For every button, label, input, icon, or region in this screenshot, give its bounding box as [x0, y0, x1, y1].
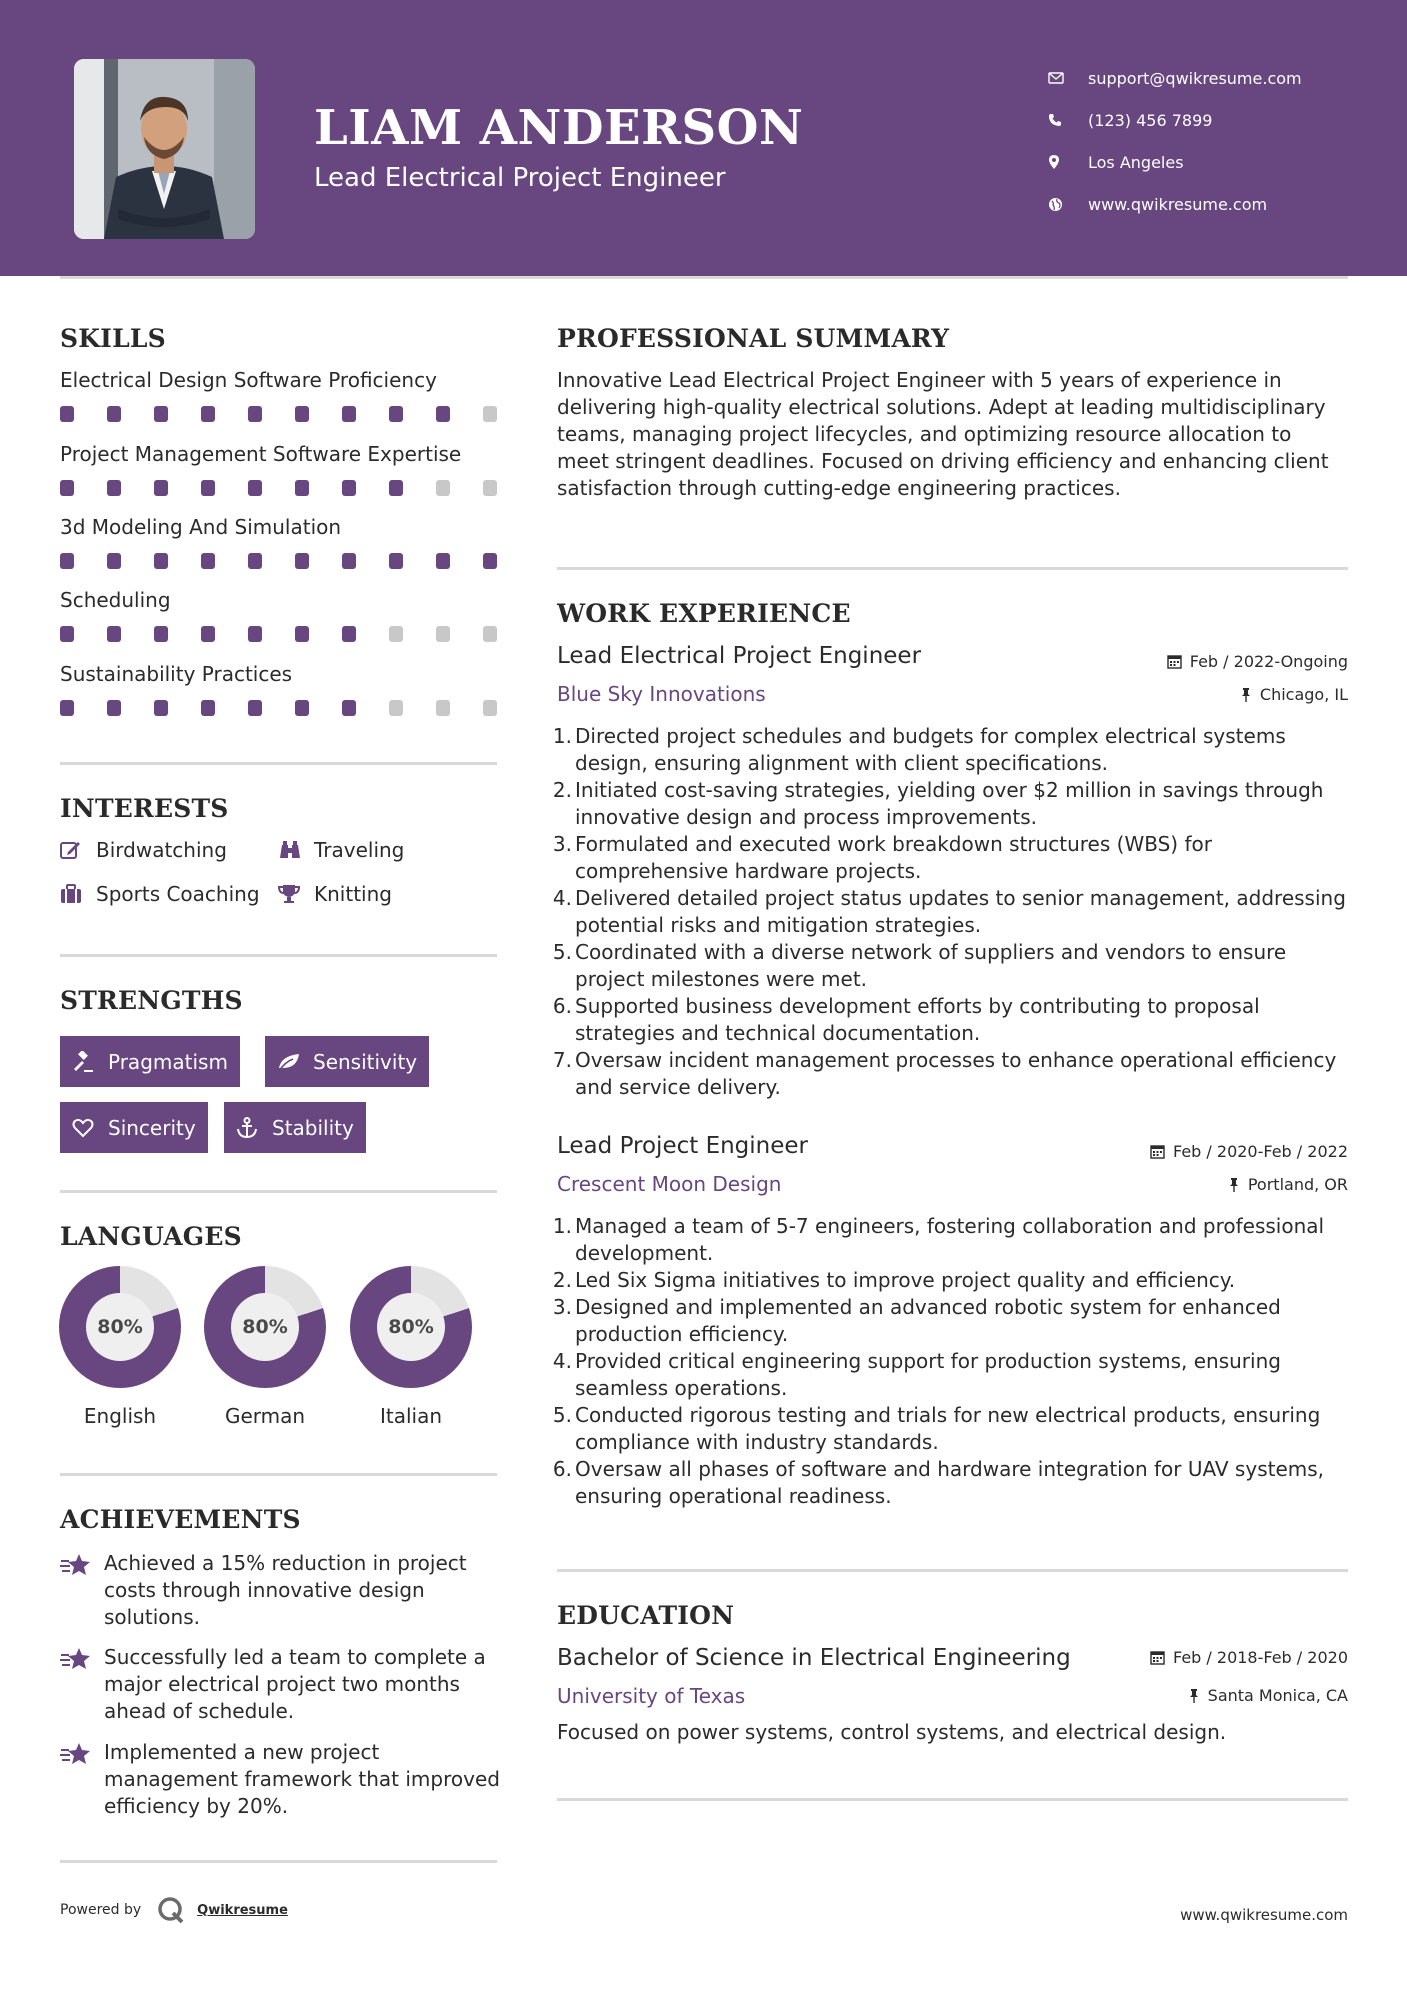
bullet-text: Directed project schedules and budgets for complex electrical systems design, ensuring alignment with client specifications.	[575, 724, 1286, 775]
skill-dot-filled	[201, 480, 215, 496]
skill-dot-filled	[60, 700, 74, 716]
header-divider	[60, 276, 1348, 279]
language-name: English	[83, 1404, 157, 1428]
shooting-star-icon	[60, 1739, 104, 1820]
job-bullet	[552, 1402, 1352, 1456]
job-bullet	[552, 777, 1352, 831]
bullet-text: Oversaw all phases of software and hardware integration for UAV systems, ensuring operational readiness.	[575, 1457, 1325, 1508]
bullet-text: Coordinated with a diverse network of suppliers and vendors to ensure project milestones were met.	[575, 940, 1287, 991]
section-divider	[60, 762, 497, 765]
job-bullet	[552, 993, 1352, 1047]
job-bullet	[552, 1213, 1352, 1267]
strength-label: Sensitivity	[313, 1049, 418, 1074]
bullet-text: Formulated and executed work breakdown structures (WBS) for comprehensive hardware projects.	[575, 832, 1212, 883]
skill-dot-filled	[295, 480, 309, 496]
strength-label: Stability	[272, 1115, 354, 1140]
job-dates	[1150, 1142, 1348, 1161]
skill-label: Sustainability Practices	[60, 662, 293, 686]
section-divider	[557, 1569, 1348, 1572]
skill-dot-filled	[295, 700, 309, 716]
bullet-text: Oversaw incident management processes to enhance operational efficiency and service delivery.	[575, 1048, 1337, 1099]
skill-label: 3d Modeling And Simulation	[60, 515, 342, 539]
skill-dot-filled	[60, 626, 74, 642]
section-divider	[60, 1190, 497, 1193]
job-dates-text: Feb / 2022-Ongoing	[1189, 652, 1348, 671]
job-title: Lead Electrical Project Engineer	[557, 643, 922, 669]
interest-label: Birdwatching	[96, 838, 227, 862]
achievements-heading: ACHIEVEMENTS	[60, 1505, 301, 1534]
contact-website[interactable]	[1048, 183, 1302, 225]
language-percent: 80%	[377, 1293, 445, 1361]
experience-heading: WORK EXPERIENCE	[557, 599, 851, 628]
interest-item	[60, 882, 260, 906]
language-name: German	[224, 1404, 306, 1428]
skill-rating	[60, 406, 497, 422]
shooting-star-icon	[60, 1550, 104, 1631]
candidate-title: Lead Electrical Project Engineer	[314, 163, 726, 193]
degree-title: Bachelor of Science in Electrical Engineering	[557, 1645, 1071, 1671]
interest-item	[278, 882, 392, 906]
qwikresume-logo-icon	[157, 1896, 185, 1924]
bullet-number: 6.	[552, 1457, 572, 1481]
pencil-square-icon	[60, 840, 96, 860]
skill-dot-filled	[342, 700, 356, 716]
skill-dot-filled	[201, 406, 215, 422]
candidate-name: LIAM ANDERSON	[314, 100, 804, 156]
bullet-text: Supported business development efforts by contributing to proposal strategies and technical documentation.	[575, 994, 1260, 1045]
skill-dot-filled	[342, 480, 356, 496]
company-name: Crescent Moon Design	[557, 1172, 782, 1196]
languages-heading: LANGUAGES	[60, 1222, 242, 1251]
language-ring	[59, 1266, 181, 1388]
language-percent: 80%	[231, 1293, 299, 1361]
skill-dot-filled	[201, 553, 215, 569]
skills-heading: SKILLS	[60, 324, 166, 353]
skill-dot-filled	[107, 700, 121, 716]
job-bullets	[552, 1213, 1352, 1510]
job-bullet	[552, 1456, 1352, 1510]
skill-dot-empty	[436, 626, 450, 642]
job-bullet	[552, 939, 1352, 993]
interest-item	[278, 838, 404, 862]
skill-dot-filled	[248, 700, 262, 716]
profile-photo	[74, 59, 255, 239]
job-bullet	[552, 885, 1352, 939]
strength-label: Pragmatism	[108, 1049, 228, 1074]
contact-email[interactable]	[1048, 57, 1302, 99]
contact-location-text: Los Angeles	[1088, 152, 1184, 172]
bullet-text: Designed and implemented an advanced robotic system for enhanced production efficiency.	[575, 1295, 1281, 1346]
bullet-text: Delivered detailed project status updates to senior management, addressing potential risks and mitigation strategies.	[575, 886, 1346, 937]
brand-link[interactable]: Qwikresume	[197, 1902, 288, 1918]
skill-dot-filled	[154, 553, 168, 569]
strength-label: Sincerity	[108, 1115, 196, 1140]
resume-header	[0, 0, 1407, 276]
bullet-number: 7.	[552, 1048, 572, 1072]
pushpin-icon	[1228, 1177, 1240, 1192]
strengths-heading: STRENGTHS	[60, 986, 243, 1015]
skill-dot-filled	[389, 480, 403, 496]
achievement-item	[60, 1550, 500, 1631]
bullet-text: Managed a team of 5-7 engineers, fostering collaboration and professional development.	[575, 1214, 1325, 1265]
bullet-number: 1.	[552, 724, 572, 748]
education-dates	[1150, 1648, 1348, 1667]
section-divider	[60, 954, 497, 957]
skill-dot-filled	[248, 553, 262, 569]
interest-label: Knitting	[314, 882, 392, 906]
company-name: Blue Sky Innovations	[557, 682, 766, 706]
bullet-number: 3.	[552, 1295, 572, 1319]
school-name: University of Texas	[557, 1684, 746, 1708]
education-dates-text: Feb / 2018-Feb / 2020	[1173, 1648, 1348, 1667]
contact-phone-text: (123) 456 7899	[1088, 110, 1213, 130]
skill-dot-filled	[436, 406, 450, 422]
skill-dot-empty	[389, 700, 403, 716]
skill-dot-filled	[154, 626, 168, 642]
skill-dot-empty	[483, 700, 497, 716]
skill-dot-empty	[483, 480, 497, 496]
strength-tag	[60, 1036, 240, 1087]
job-dates-text: Feb / 2020-Feb / 2022	[1173, 1142, 1348, 1161]
skill-dot-filled	[107, 626, 121, 642]
skill-dot-empty	[436, 480, 450, 496]
summary-text: Innovative Lead Electrical Project Engineer with 5 years of experience in delivering high-quality electrical solutions. Adept at leading multidisciplinary teams, managing project lifecycles, and optimizing resource allocation to meet stringent deadlines. Focused on driving efficiency and enhancing client satisfaction through cutting-edge engineering practices.	[557, 368, 1329, 500]
interest-label: Traveling	[314, 838, 405, 862]
section-divider	[557, 1798, 1348, 1801]
contact-website-text: www.qwikresume.com	[1088, 194, 1268, 214]
job-title: Lead Project Engineer	[557, 1133, 809, 1159]
bullet-number: 2.	[552, 1268, 572, 1292]
skill-dot-filled	[107, 406, 121, 422]
job-bullet	[552, 1294, 1352, 1348]
contact-phone[interactable]	[1048, 99, 1302, 141]
job-bullet	[552, 1267, 1352, 1294]
bullet-number: 2.	[552, 778, 572, 802]
job-bullet	[552, 723, 1352, 777]
pushpin-icon	[1188, 1688, 1200, 1703]
skill-dot-filled	[154, 406, 168, 422]
bullet-number: 4.	[552, 1349, 572, 1373]
language-item	[350, 1266, 472, 1428]
briefcase-icon	[60, 884, 96, 904]
section-divider	[60, 1473, 497, 1476]
calendar-icon	[1167, 654, 1182, 669]
skill-dot-filled	[60, 480, 74, 496]
bullet-number: 5.	[552, 1403, 572, 1427]
phone-icon	[1048, 113, 1088, 127]
language-item	[59, 1266, 181, 1428]
bullet-number: 4.	[552, 886, 572, 910]
bullet-number: 1.	[552, 1214, 572, 1238]
strength-tag	[60, 1102, 208, 1153]
skill-dot-empty	[389, 626, 403, 642]
trophy-icon	[278, 884, 314, 904]
interest-item	[60, 838, 227, 862]
interests-heading: INTERESTS	[60, 794, 229, 823]
pushpin-icon	[1240, 687, 1252, 702]
job-location	[1240, 685, 1348, 704]
powered-by-text: Powered by	[60, 1902, 142, 1918]
bullet-text: Initiated cost-saving strategies, yielding over $2 million in savings through innovative design and process improvements.	[575, 778, 1324, 829]
skill-rating	[60, 700, 497, 716]
skill-dot-filled	[107, 480, 121, 496]
skill-dot-filled	[436, 553, 450, 569]
achievement-item	[60, 1644, 500, 1725]
envelope-icon	[1048, 72, 1088, 84]
skill-dot-filled	[342, 553, 356, 569]
bullet-text: Led Six Sigma initiatives to improve project quality and efficiency.	[575, 1268, 1236, 1292]
bullet-number: 6.	[552, 994, 572, 1018]
achievement-text: Successfully led a team to complete a major electrical project two months ahead of schedule.	[104, 1645, 486, 1723]
skill-label: Scheduling	[60, 588, 171, 612]
skill-dot-filled	[342, 626, 356, 642]
leaf-icon	[277, 1052, 313, 1072]
job-bullets	[552, 723, 1352, 1101]
skill-dot-filled	[248, 626, 262, 642]
education-description: Focused on power systems, control systems, and electrical design.	[557, 1720, 1227, 1744]
skill-dot-filled	[248, 406, 262, 422]
strength-tag	[224, 1102, 366, 1153]
skill-dot-filled	[295, 406, 309, 422]
strength-tag	[265, 1036, 429, 1087]
binoculars-icon	[278, 840, 314, 860]
bullet-number: 5.	[552, 940, 572, 964]
bullet-text: Provided critical engineering support for production systems, ensuring seamless operations.	[575, 1349, 1281, 1400]
calendar-icon	[1150, 1144, 1165, 1159]
skill-dot-filled	[60, 406, 74, 422]
job-location-text: Portland, OR	[1247, 1175, 1348, 1194]
job-bullet	[552, 831, 1352, 885]
achievement-text: Implemented a new project management framework that improved efficiency by 20%.	[104, 1740, 500, 1818]
education-location-text: Santa Monica, CA	[1207, 1686, 1348, 1705]
section-divider	[557, 567, 1348, 570]
globe-icon	[1048, 197, 1088, 212]
skill-dot-filled	[154, 700, 168, 716]
achievement-item	[60, 1739, 500, 1820]
job-dates	[1167, 652, 1348, 671]
language-name: Italian	[379, 1404, 443, 1428]
language-item	[204, 1266, 326, 1428]
language-ring	[350, 1266, 472, 1388]
skill-dot-filled	[107, 553, 121, 569]
anchor-icon	[236, 1117, 272, 1139]
interest-label: Sports Coaching	[96, 882, 260, 906]
section-divider	[60, 1860, 497, 1863]
skill-rating	[60, 480, 497, 496]
summary-heading: PROFESSIONAL SUMMARY	[557, 324, 950, 353]
shooting-star-icon	[60, 1644, 104, 1725]
skill-dot-filled	[295, 553, 309, 569]
language-percent: 80%	[86, 1293, 154, 1361]
skill-dot-filled	[389, 406, 403, 422]
skill-dot-filled	[483, 553, 497, 569]
job-bullet	[552, 1047, 1352, 1101]
skill-label: Electrical Design Software Proficiency	[60, 368, 437, 392]
job-location	[1228, 1175, 1348, 1194]
skill-label: Project Management Software Expertise	[60, 442, 462, 466]
calendar-icon	[1150, 1650, 1165, 1665]
education-heading: EDUCATION	[557, 1601, 735, 1630]
skill-dot-filled	[389, 553, 403, 569]
language-ring	[204, 1266, 326, 1388]
skill-dot-filled	[154, 480, 168, 496]
heart-icon	[72, 1118, 108, 1138]
education-location	[1188, 1686, 1348, 1705]
skill-rating	[60, 626, 497, 642]
skill-dot-filled	[60, 553, 74, 569]
job-location-text: Chicago, IL	[1259, 685, 1348, 704]
skill-dot-filled	[201, 700, 215, 716]
skill-dot-filled	[295, 626, 309, 642]
skill-dot-empty	[436, 700, 450, 716]
skill-dot-empty	[483, 406, 497, 422]
footer-website[interactable]: www.qwikresume.com	[1180, 1906, 1348, 1924]
skill-dot-filled	[342, 406, 356, 422]
achievement-text: Achieved a 15% reduction in project costs through innovative design solutions.	[104, 1551, 467, 1629]
job-bullet	[552, 1348, 1352, 1402]
skill-rating	[60, 553, 497, 569]
skill-dot-empty	[483, 626, 497, 642]
bullet-number: 3.	[552, 832, 572, 856]
skill-dot-filled	[248, 480, 262, 496]
skill-dot-filled	[201, 626, 215, 642]
gavel-icon	[72, 1051, 108, 1073]
footer-branding	[60, 1896, 288, 1924]
contact-location	[1048, 141, 1302, 183]
map-pin-icon	[1048, 154, 1088, 170]
bullet-text: Conducted rigorous testing and trials for new electrical products, ensuring compliance with industry standards.	[575, 1403, 1321, 1454]
contact-list	[1048, 57, 1302, 225]
contact-email-text: support@qwikresume.com	[1088, 68, 1302, 88]
